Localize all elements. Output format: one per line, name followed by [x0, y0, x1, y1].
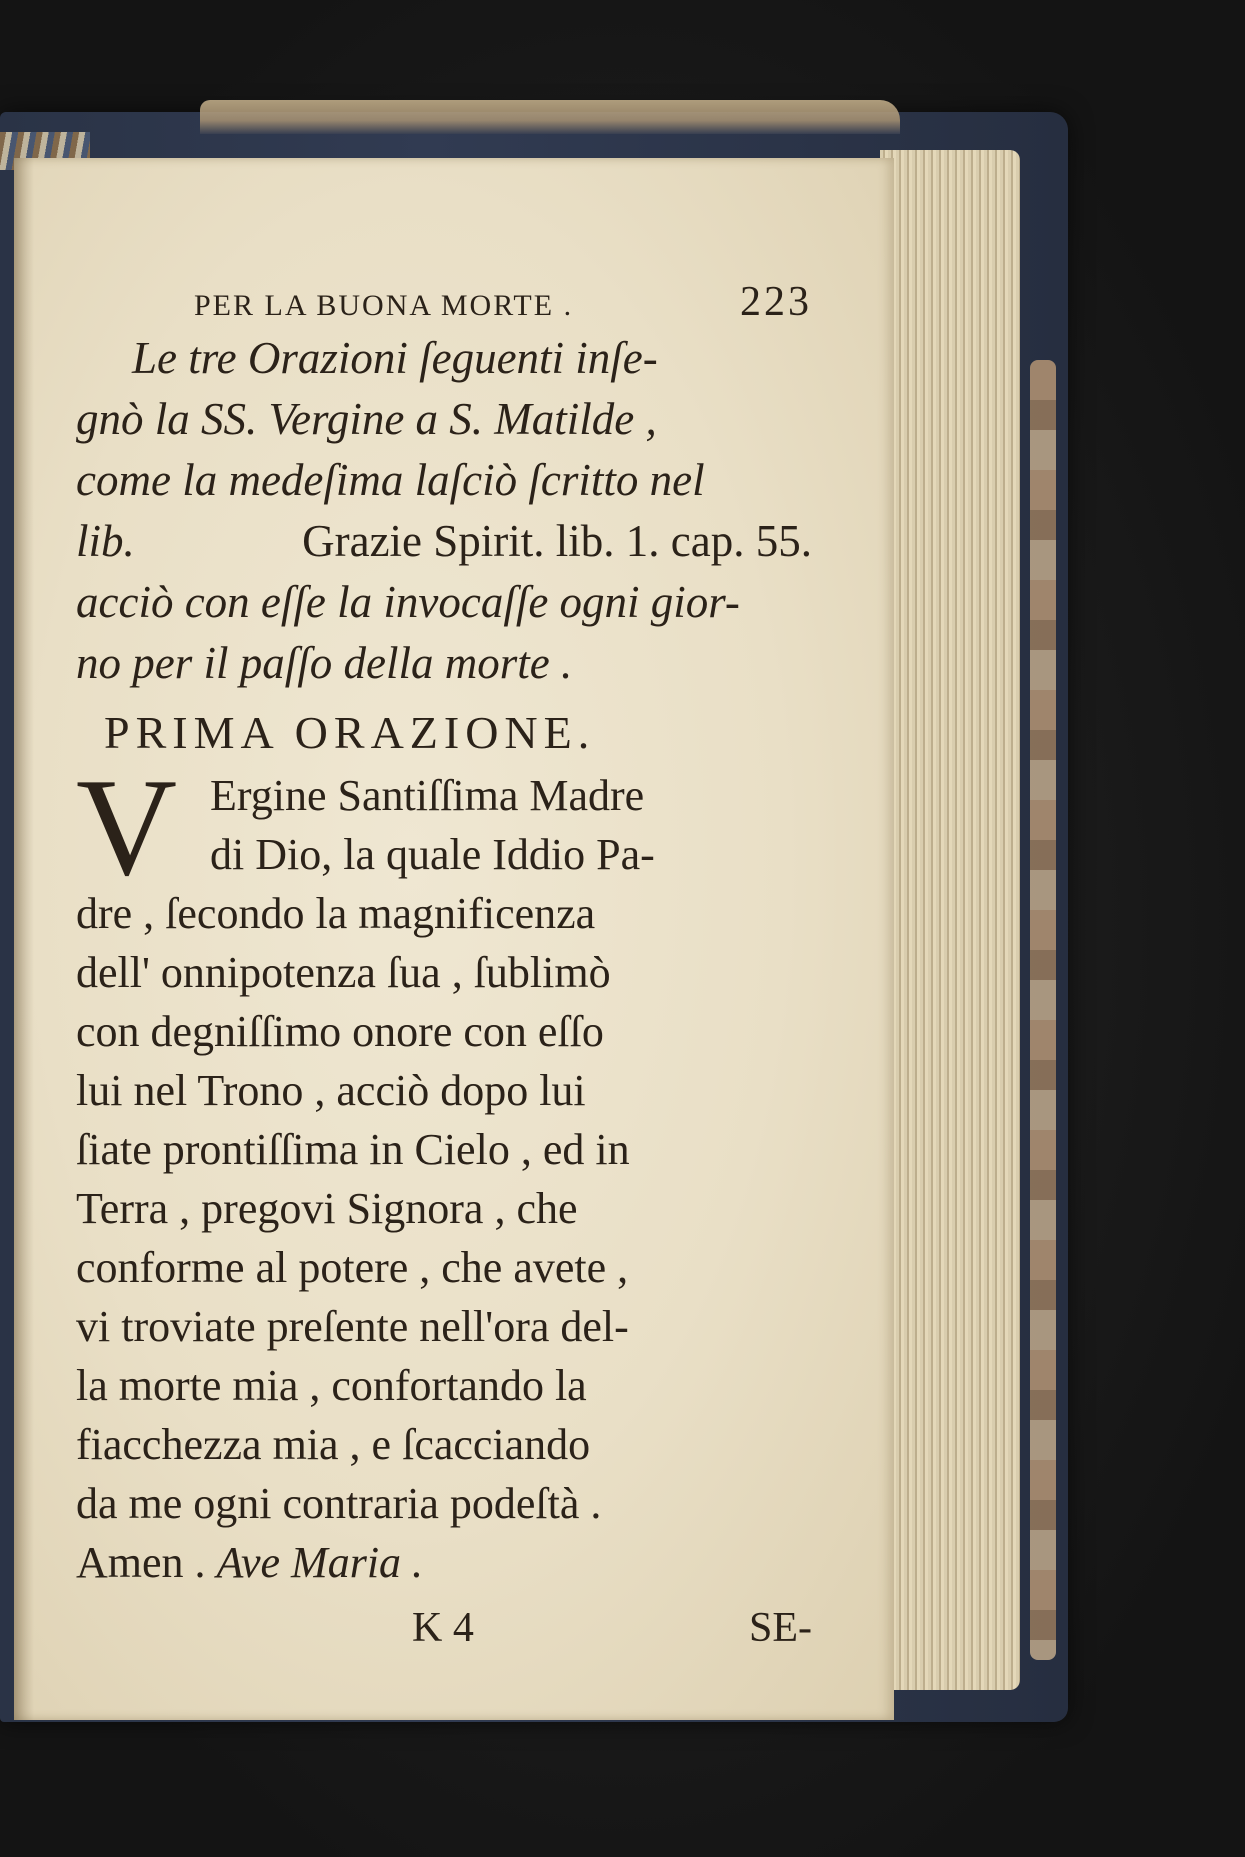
prayer-paragraph	[76, 750, 812, 1592]
prayer-line: la morte mia , confortando la	[76, 1361, 587, 1410]
frayed-spine	[1030, 360, 1056, 1660]
page-edges	[880, 150, 1020, 1690]
intro-italic-lib: lib.	[76, 516, 135, 566]
drop-cap: V	[76, 750, 178, 905]
page-footer	[76, 1598, 812, 1658]
catchword: SE-	[749, 1605, 812, 1651]
gutter-shadow	[14, 158, 34, 1720]
prayer-line: vi troviate preſente nell'ora del-	[76, 1302, 629, 1351]
book-page	[14, 158, 894, 1720]
intro-line: come la medeſima laſciò ſcritto nel	[76, 455, 705, 505]
prayer-line: conforme al potere , che avete ,	[76, 1243, 629, 1292]
section-heading: PRIMA ORAZIONE.	[104, 707, 596, 758]
prayer-line: di Dio, la quale Iddio Pa-	[210, 830, 655, 879]
intro-line-mixed	[76, 511, 812, 572]
prayer-line: da me ogni contraria podeſtà .	[76, 1479, 602, 1528]
intro-upright-citation: Grazie Spirit. lib. 1. cap. 55.	[302, 516, 812, 566]
intro-line: no per il paſſo della morte .	[76, 638, 573, 688]
prayer-line: ſiate prontiſſima in Cielo , ed in	[76, 1125, 630, 1174]
prayer-line: con degniſſimo onore con eſſo	[76, 1007, 604, 1056]
prayer-line: fiacchezza mia , e ſcacciando	[76, 1420, 591, 1469]
signature-mark: K 4	[412, 1605, 474, 1651]
prayer-line: Ergine Santiſſima Madre	[210, 771, 645, 820]
prayer-line: Terra , pregovi Signora , che	[76, 1184, 578, 1233]
prayer-line: lui nel Trono , acciò dopo lui	[76, 1066, 586, 1115]
torn-binding-edge	[200, 100, 900, 134]
page-number: 223	[740, 279, 812, 325]
prayer-closing-line	[76, 1533, 812, 1592]
intro-line: Le tre Orazioni ſeguenti inſe-	[132, 333, 658, 383]
closing-amen: Amen .	[76, 1538, 206, 1587]
text-block	[76, 278, 812, 1658]
prayer-line: dell' onnipotenza ſua , ſublimò	[76, 948, 611, 997]
intro-line: gnò la SS. Vergine a S. Matilde ,	[76, 394, 657, 444]
closing-ave-maria: Ave Maria .	[216, 1538, 424, 1587]
prayer-line: dre , ſecondo la magnificenza	[76, 889, 596, 938]
intro-line: acciò con eſſe la invocaſſe ogni gior-	[76, 577, 740, 627]
intro-paragraph	[76, 328, 812, 694]
running-head-title: PER LA BUONA MORTE .	[194, 289, 574, 322]
running-head	[76, 278, 812, 325]
